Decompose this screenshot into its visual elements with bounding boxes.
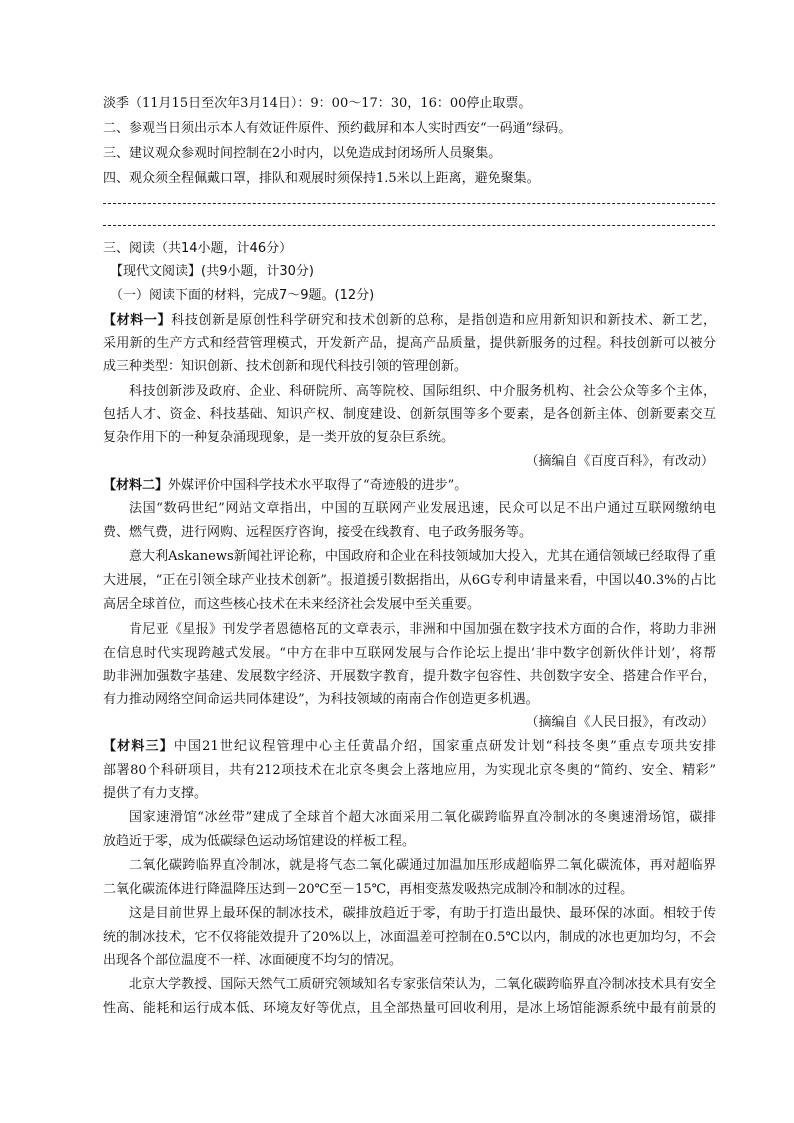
material-1-line-1: 【材料一】科技创新是原创性科学研究和技术创新的总称，是指创造和应用新知识和新技术、新工艺，: [103, 313, 716, 328]
notice-line-2: 二、参观当日须出示本人有效证件原件、预约截屏和本人实时西安“一码通”绿码。: [103, 121, 572, 136]
material-3-line-1: 【材料三】中国21世纪议程管理中心主任黄晶介绍，国家重点研发计划“科技冬奥”重点专项共安排: [103, 739, 716, 754]
material-1-tag: 【材料一】: [103, 313, 172, 328]
material-3-line-7: 二氧化碳流体进行降温降压达到－20℃至－15℃，再相变蒸发吸热完成制冷和制冰的过程。: [103, 882, 634, 897]
material-3-line-8: 这是目前世界上最环保的制冰技术，碳排放趋近于零，有助于打造出最快、最环保的冰面。相较于传: [129, 906, 716, 921]
material-3-tag: 【材料三】: [103, 739, 174, 754]
material-1-line-4: 科技创新涉及政府、企业、科研院所、高等院校、国际组织、中介服务机构、社会公众等多个主体，: [129, 384, 716, 399]
material-2-line-1: 【材料二】外媒评价中国科学技术水平取得了“奇迹般的进步”。: [103, 478, 468, 493]
material-3-line-5: 放趋近于零，成为低碳绿色运动场馆建设的样板工程。: [103, 834, 416, 849]
material-3-line-11: 北京大学教授、国际天然气工质研究领域知名专家张信荣认为，二氧化碳跨临界直冷制冰技术具有安全: [129, 977, 716, 992]
material-3-line-2: 部署80个科研项目，共有212项技术在北京冬奥会上落地应用，为实现北京冬奥的“简约、安全、精彩”: [103, 763, 716, 778]
material-2-line-10: 有力推动网络空间命运共同体建设”，为科技领域的南南合作创造更多机遇。: [103, 692, 539, 707]
material-2-line-7: 肯尼亚《星报》刊发学者恩德格瓦的文章表示，非洲和中国加强在数字技术方面的合作，将助力非洲: [129, 622, 716, 637]
material-2-tag: 【材料二】: [103, 478, 169, 493]
material-2-line-8: 在信息时代实现跨越式发展。“中方在非中互联网发展与合作论坛上提出‘非中数字创新伙伴计划’，将帮: [103, 646, 716, 661]
material-2-line-3: 费、燃气费，进行网购、远程医疗咨询，接受在线教育、电子政务服务等。: [103, 525, 533, 540]
material-3-line-6: 二氧化碳跨临界直冷制冰，就是将气态二氧化碳通过加温加压形成超临界二氧化碳流体，再对超临界: [129, 858, 716, 873]
section-title: 三、阅读（共14小题，计46分）: [103, 241, 293, 256]
material-2-line-5: 大进展，“正在引领全球产业技术创新”。报道援引数据指出，从6G专利申请量来看，中国以40.3%的占比: [103, 573, 716, 588]
notice-line-4: 四、观众须全程佩戴口罩，排队和观展时须保持1.5米以上距离，避免聚集。: [103, 171, 540, 186]
material-2-line-4: 意大利Askanews新闻社评论称，中国政府和企业在科技领域加大投入，尤其在通信领域已经取得了重: [129, 549, 716, 564]
material-3-line-4: 国家速滑馆“冰丝带”建成了全球首个超大冰面采用二氧化碳跨临界直冷制冰的冬奥速滑场馆，碳排: [129, 810, 716, 825]
material-1-line-6: 复杂作用下的一种复杂涌现现象，是一类开放的复杂巨系统。: [103, 430, 455, 445]
answer-line-1: [103, 203, 715, 204]
material-2-line-6: 高居全球首位，而这些核心技术在未来经济社会发展中至关重要。: [103, 597, 481, 612]
material-2-line-9: 助非洲加强数字基建、发展数字经济、开展数字教育，提升数字包容性、共创数字安全、搭建合作平台，: [103, 669, 716, 684]
modern-reading-title: 【现代文阅读】(共9小题，计30分): [110, 264, 314, 279]
material-1-source: （摘编自《百度百科》，有改动）: [525, 454, 714, 469]
material-3-line-9: 统的制冰技术，它不仅将能效提升了20%以上，冰面温差可控制在0.5℃以内，制成的冰也更加均匀，不会: [103, 930, 716, 945]
answer-line-2: [103, 225, 715, 226]
material-2-line-2: 法国“数码世纪”网站文章指出，中国的互联网产业发展迅速，民众可以足不出户通过互联网缴纳电: [129, 501, 716, 516]
material-3-line-12: 性高、能耗和运行成本低、环境友好等优点，且全部热量可回收利用，是冰上场馆能源系统中最有前景的: [103, 1001, 716, 1016]
material-1-line-5: 包括人才、资金、科技基础、知识产权、制度建设、创新氛围等多个要素，是各创新主体、创新要素交互: [103, 407, 716, 422]
material-3-line-3: 提供了有力支撑。: [103, 786, 208, 801]
part-one-instruction: （一）阅读下面的材料，完成7～9题。(12分): [110, 288, 375, 303]
notice-line-3: 三、建议观众参观时间控制在2小时内，以免造成封闭场所人员聚集。: [103, 146, 502, 161]
material-1-line-3: 成三种类型：知识创新、技术创新和现代科技引领的管理创新。: [103, 359, 468, 374]
notice-line-1: 淡季（11月15日至次年3月14日）：9：00～17：30，16：00停止取票。: [103, 96, 532, 111]
material-3-line-10: 出现各个部位温度不一样、冰面硬度不均匀的情况。: [103, 953, 403, 968]
material-1-line-2: 采用新的生产方式和经营管理模式，开发新产品，提高产品质量，提供新服务的过程。科技创新可以被分: [103, 336, 716, 351]
material-2-source: （摘编自《人民日报》，有改动）: [525, 715, 714, 730]
